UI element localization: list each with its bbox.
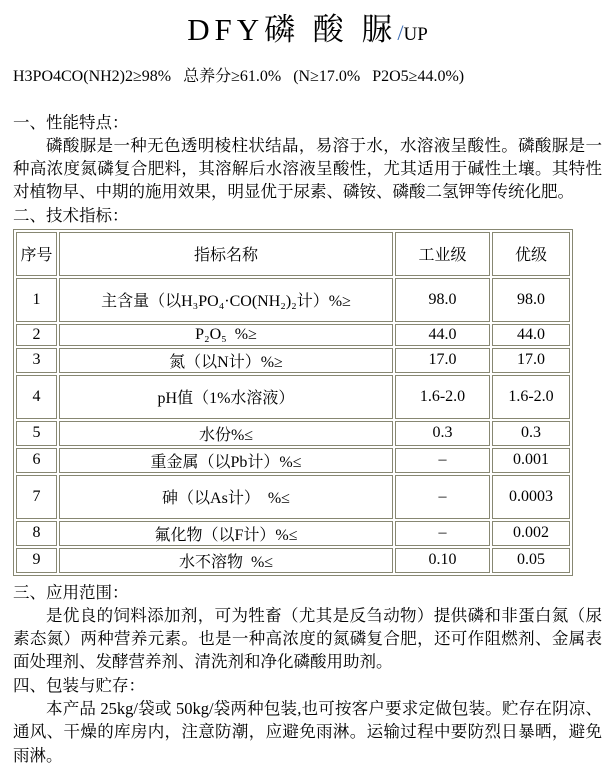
section-1-heading: 一、性能特点： (13, 113, 129, 132)
row-name: 氮（以N计）%≥ (59, 348, 393, 373)
header-no: 序号 (16, 232, 57, 276)
row-value-premium: 0.002 (492, 521, 570, 546)
section-3-heading: 三、应用范围： (13, 582, 129, 602)
row-value-premium: 17.0 (492, 348, 570, 373)
row-value-industrial: 98.0 (395, 278, 490, 322)
row-value-industrial: 0.3 (395, 421, 490, 446)
table-row (16, 448, 570, 473)
table-row (16, 421, 570, 446)
table-row (16, 548, 570, 573)
row-value-industrial: 44.0 (395, 324, 490, 346)
row-no: 2 (16, 324, 57, 346)
title-slash: / (397, 20, 404, 45)
row-no: 7 (16, 475, 57, 519)
table-row (16, 475, 570, 519)
row-value-premium: 0.0003 (492, 475, 570, 519)
row-value-industrial: 0.10 (395, 548, 490, 573)
row-no: 4 (16, 375, 57, 419)
table-row (16, 324, 570, 346)
row-value-industrial: 17.0 (395, 348, 490, 373)
row-value-industrial: – (395, 521, 490, 546)
header-industrial: 工业级 (395, 232, 490, 276)
row-name: 氟化物（以F计）%≤ (59, 521, 393, 546)
row-name: 砷（以As计） %≤ (59, 475, 393, 519)
row-no: 1 (16, 278, 57, 322)
row-no: 8 (16, 521, 57, 546)
page-title (13, 6, 602, 54)
header-premium: 优级 (492, 232, 570, 276)
title-main: DFY磷 酸 脲 (187, 12, 398, 47)
section-4-heading: 四、包装与贮存： (13, 676, 145, 696)
table-row (16, 278, 570, 322)
row-value-industrial: 1.6-2.0 (395, 375, 490, 419)
row-name: 水不溶物 %≤ (59, 548, 393, 573)
row-name: 重金属（以Pb计）%≤ (59, 448, 393, 473)
row-name: 主含量（以H₃PO₄·CO(NH₂)₂计）%≥ (59, 278, 393, 322)
row-no: 5 (16, 421, 57, 446)
section-3-body: 是优良的饲料添加剂，可为牲畜（尤其是反刍动物）提供磷和非蛋白氮（尿素态氮）两种营养元素。也是一种高浓度的氮磷复合肥，还可作阻燃剂、金属表面处理剂、发酵营养剂、清洗剂和净化磷酸用助剂。 (13, 605, 602, 672)
section-2-heading: 二、技术指标： (13, 205, 129, 225)
row-name: 水份%≤ (59, 421, 393, 446)
row-no: 9 (16, 548, 57, 573)
row-value-premium: 0.05 (492, 548, 570, 573)
section-4-body: 本产品 25kg/袋或 50kg/袋两种包装,也可按客户要求定做包装。贮存在阴凉、通风、干燥的库房内，注意防潮，应避免雨淋。运输过程中要防烈日暴晒，避免雨淋。 (13, 699, 602, 765)
row-no: 3 (16, 348, 57, 373)
row-value-industrial: – (395, 475, 490, 519)
formula-line: H3PO4CO(NH2)2≥98% 总养分≥61.0% (N≥17.0% P2O5≥44.0%) (13, 68, 465, 85)
row-name: pH值（1%水溶液） (59, 375, 393, 419)
title-suffix: UP (403, 24, 428, 45)
spec-table-header-row (16, 232, 570, 276)
table-row (16, 375, 570, 419)
row-value-premium: 98.0 (492, 278, 570, 322)
section-1-body: 磷酸脲是一种无色透明棱柱状结晶，易溶于水，水溶液呈酸性。磷酸脲是一种高浓度氮磷复合肥料，其溶解后水溶液呈酸性，尤其适用于碱性土壤。其特性对植物早、中期的施用效果，明显优于尿素、磷铵、磷酸二氢钾等传统化肥。 (13, 136, 602, 202)
row-name: P₂O₅ %≥ (59, 324, 393, 346)
table-row (16, 521, 570, 546)
row-value-premium: 0.001 (492, 448, 570, 473)
row-value-industrial: – (395, 448, 490, 473)
row-value-premium: 1.6-2.0 (492, 375, 570, 419)
row-value-premium: 0.3 (492, 421, 570, 446)
row-value-premium: 44.0 (492, 324, 570, 346)
spec-table (13, 229, 573, 576)
table-row (16, 348, 570, 373)
header-name: 指标名称 (59, 232, 393, 276)
row-no: 6 (16, 448, 57, 473)
